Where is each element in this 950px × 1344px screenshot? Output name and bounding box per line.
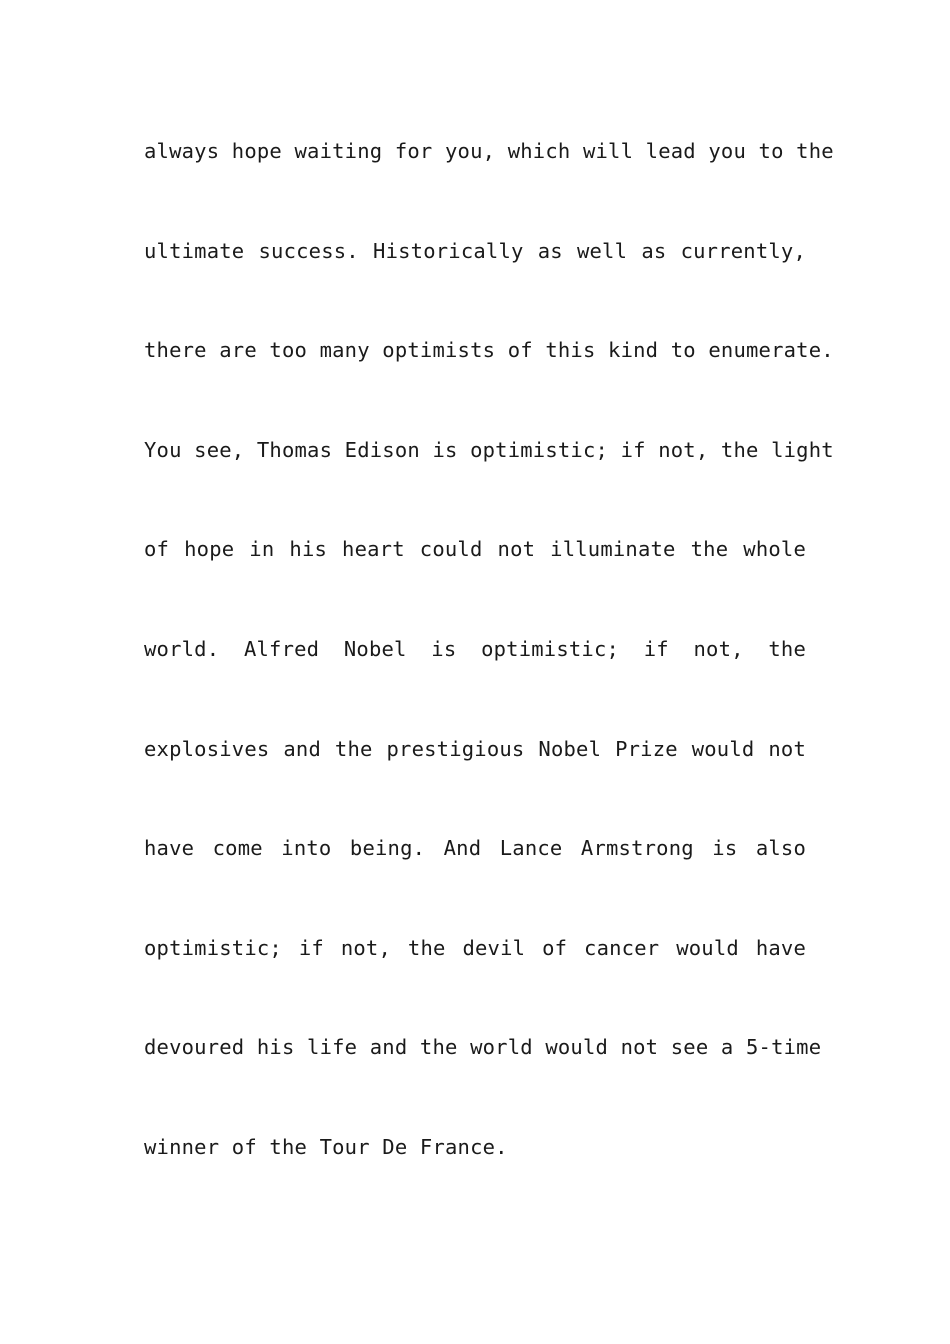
text-line: there are too many optimists of this kind to enumerate. <box>144 338 834 363</box>
text-line: of hope in his heart could not illuminate the whole <box>144 537 806 562</box>
text-line: always hope waiting for you, which will lead you to the <box>144 139 834 163</box>
text-line: ultimate success. Historically as well as currently, <box>144 238 806 263</box>
body-paragraph <box>144 128 834 1224</box>
text-line: You see, Thomas Edison is optimistic; if not, the light <box>144 437 834 462</box>
text-line: winner of the Tour De France. <box>144 1134 508 1159</box>
text-line: devoured his life and the world would not see a 5-time <box>144 1035 822 1060</box>
text-line: optimistic; if not, the devil of cancer would have <box>144 935 806 960</box>
text-line: have come into being. And Lance Armstrong is also <box>144 836 806 861</box>
text-line: explosives and the prestigious Nobel Prize would not <box>144 736 806 761</box>
text-line: world. Alfred Nobel is optimistic; if not, the <box>144 636 806 661</box>
